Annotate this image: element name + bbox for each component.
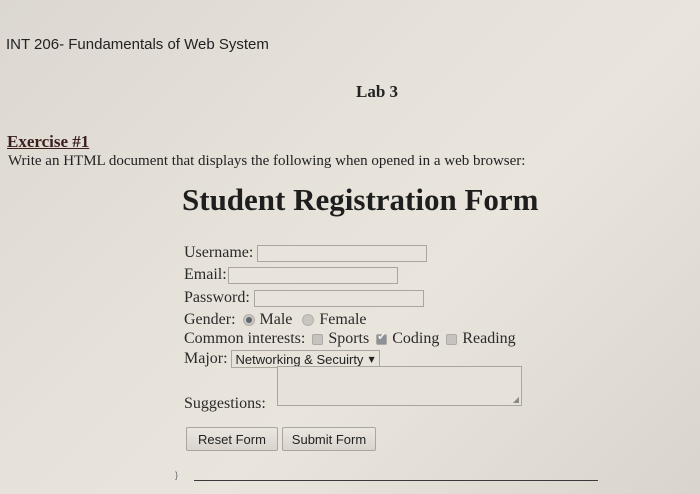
sports-checkbox[interactable] [312, 334, 323, 345]
gender-female-radio[interactable] [302, 314, 314, 326]
bottom-divider [194, 480, 598, 481]
page-bottom-mark: } [175, 470, 179, 480]
gender-female-label: Female [319, 311, 367, 328]
username-row [184, 244, 427, 262]
resize-grip-icon[interactable]: ◢ [512, 395, 519, 404]
email-row [184, 266, 398, 284]
email-label: Email: [184, 266, 227, 283]
reset-form-button[interactable]: Reset Form [186, 427, 278, 451]
password-input[interactable] [254, 290, 424, 307]
major-label: Major: [184, 350, 228, 367]
form-title: Student Registration Form [182, 182, 539, 217]
suggestions-textarea[interactable] [277, 366, 522, 406]
dropdown-arrow-icon: ▼ [368, 354, 375, 364]
interests-label: Common interests: [184, 330, 306, 347]
submit-form-button[interactable]: Submit Form [282, 427, 376, 451]
email-input[interactable] [228, 267, 398, 284]
gender-row [184, 311, 367, 329]
sports-label: Sports [328, 330, 370, 347]
coding-checkbox[interactable] [376, 334, 387, 345]
exercise-instruction: Write an HTML document that displays the following when opened in a web browser: [8, 153, 526, 169]
course-title: INT 206- Fundamentals of Web System [6, 36, 269, 53]
reading-label: Reading [462, 330, 516, 347]
lab-title: Lab 3 [356, 82, 399, 101]
gender-male-label: Male [259, 311, 293, 328]
major-select-value: Networking & Secuirty [235, 351, 364, 367]
username-label: Username: [184, 244, 254, 261]
exercise-title: Exercise #1 [7, 132, 90, 151]
suggestions-label: Suggestions: [184, 395, 266, 412]
gender-label: Gender: [184, 311, 236, 328]
password-label: Password: [184, 289, 250, 306]
suggestions-row [184, 395, 266, 413]
username-input[interactable] [257, 245, 427, 262]
gender-male-radio[interactable] [243, 314, 255, 326]
coding-label: Coding [392, 330, 440, 347]
reading-checkbox[interactable] [446, 334, 457, 345]
password-row [184, 289, 424, 307]
interests-row [184, 330, 516, 348]
